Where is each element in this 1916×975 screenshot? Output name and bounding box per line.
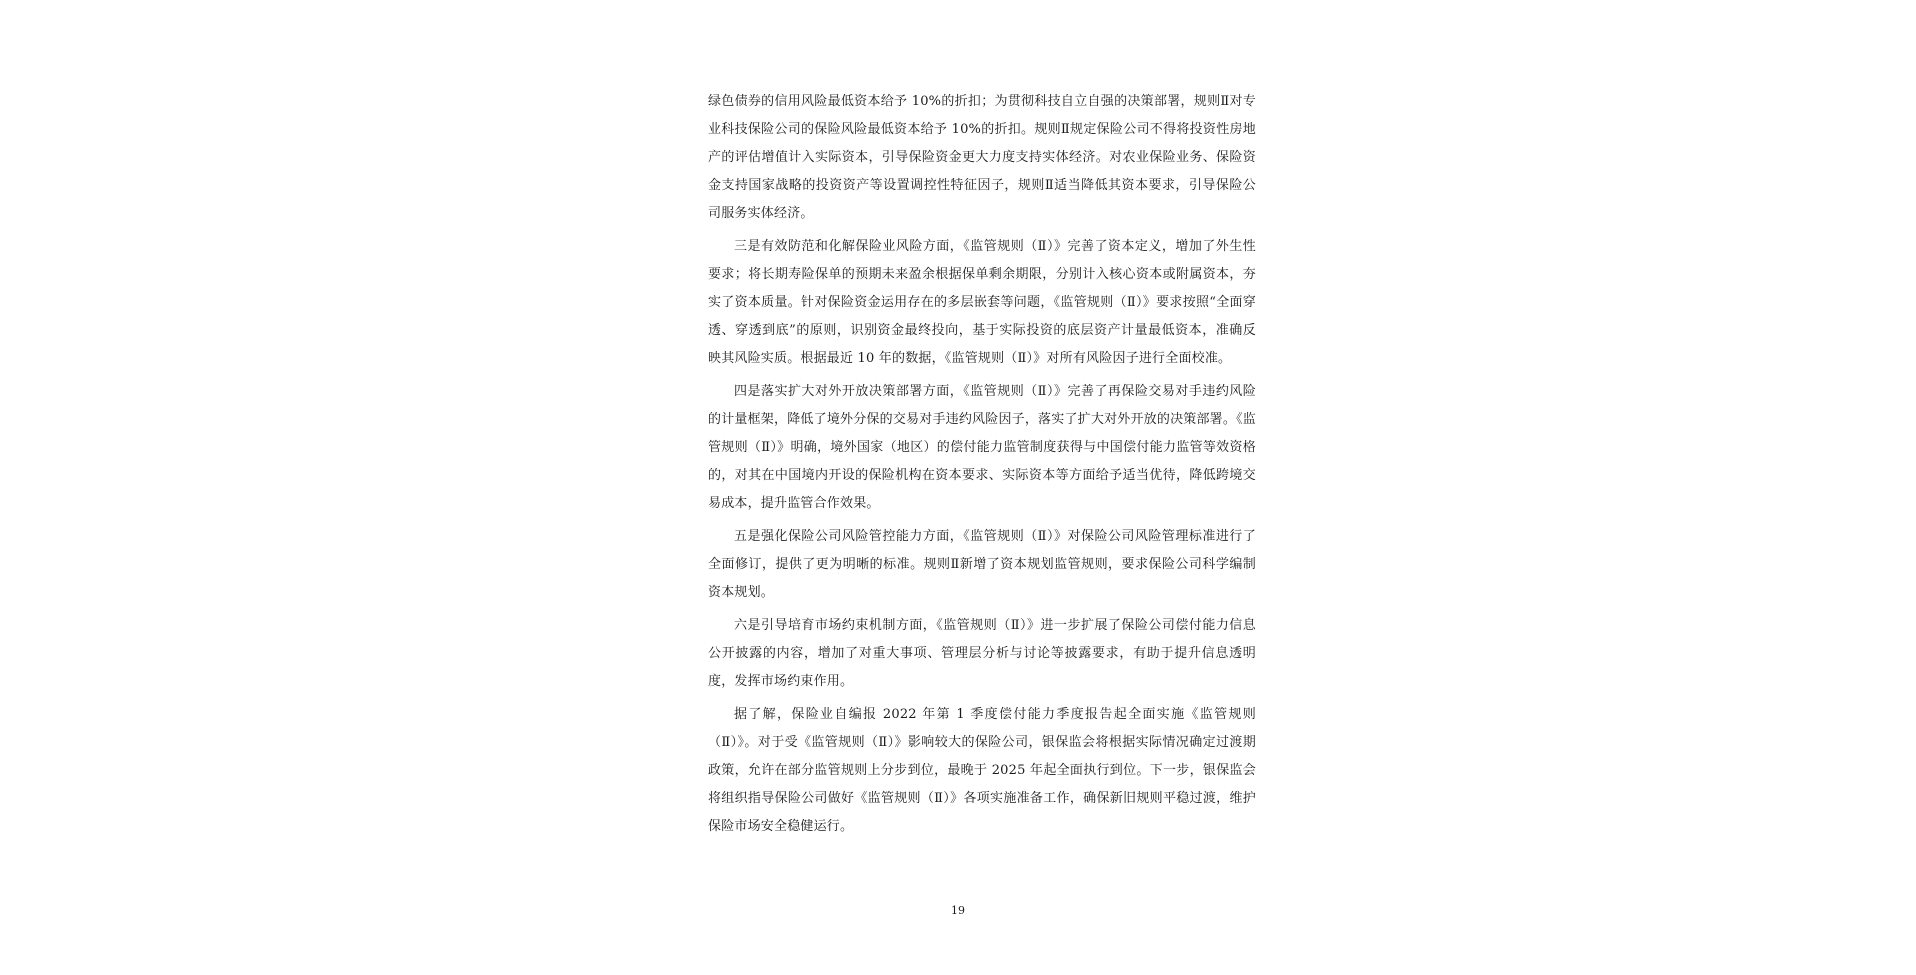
paragraph-3: 四是落实扩大对外开放决策部署方面，《监管规则（Ⅱ）》完善了再保险交易对手违约风险的计量框架，降低了境外分保的交易对手违约风险因子，落实了扩大对外开放的决策部署。《监管规则（Ⅱ）》明确，境外国家（地区）的偿付能力监管制度获得与中国偿付能力监管等效资格的，对其在中国境内开设的保险机构在资本要求、实际资本等方面给予适当优待，降低跨境交易成本，提升监管合作效果。	[708, 384, 1256, 511]
paragraph-4: 五是强化保险公司风险管控能力方面，《监管规则（Ⅱ）》对保险公司风险管理标准进行了全面修订，提供了更为明晰的标准。规则Ⅱ新增了资本规划监管规则，要求保险公司科学编制资本规划。	[708, 529, 1256, 600]
paragraph-2: 三是有效防范和化解保险业风险方面，《监管规则（Ⅱ）》完善了资本定义，增加了外生性要求；将长期寿险保单的预期未来盈余根据保单剩余期限，分别计入核心资本或附属资本，夯实了资本质量。针对保险资金运用存在的多层嵌套等问题，《监管规则（Ⅱ）》要求按照“全面穿透、穿透到底”的原则，识别资金最终投向，基于实际投资的底层资产计量最低资本，准确反映其风险实质。根据最近 10 年的数据，《监管规则（Ⅱ）》对所有风险因子进行全面校准。	[708, 239, 1256, 366]
paragraph-5: 六是引导培育市场约束机制方面，《监管规则（Ⅱ）》进一步扩展了保险公司偿付能力信息公开披露的内容，增加了对重大事项、管理层分析与讨论等披露要求，有助于提升信息透明度，发挥市场约束作用。	[708, 618, 1256, 689]
paragraph-6: 据了解，保险业自编报 2022 年第 1 季度偿付能力季度报告起全面实施《监管规则（Ⅱ）》。对于受《监管规则（Ⅱ）》影响较大的保险公司，银保监会将根据实际情况确定过渡期政策，允许在部分监管规则上分步到位，最晚于 2025 年起全面执行到位。下一步，银保监会将组织指导保险公司做好《监管规则（Ⅱ）》各项实施准备工作，确保新旧规则平稳过渡，维护保险市场安全稳健运行。	[708, 707, 1256, 834]
body-text	[708, 88, 1256, 841]
page-number: 19	[951, 904, 965, 917]
paragraph-1: 绿色债券的信用风险最低资本给予 10%的折扣；为贯彻科技自立自强的决策部署，规则Ⅱ对专业科技保险公司的保险风险最低资本给予 10%的折扣。规则Ⅱ规定保险公司不得将投资性房地产的评估增值计入实际资本，引导保险资金更大力度支持实体经济。对农业保险业务、保险资金支持国家战略的投资资产等设置调控性特征因子，规则Ⅱ适当降低其资本要求，引导保险公司服务实体经济。	[708, 94, 1256, 221]
